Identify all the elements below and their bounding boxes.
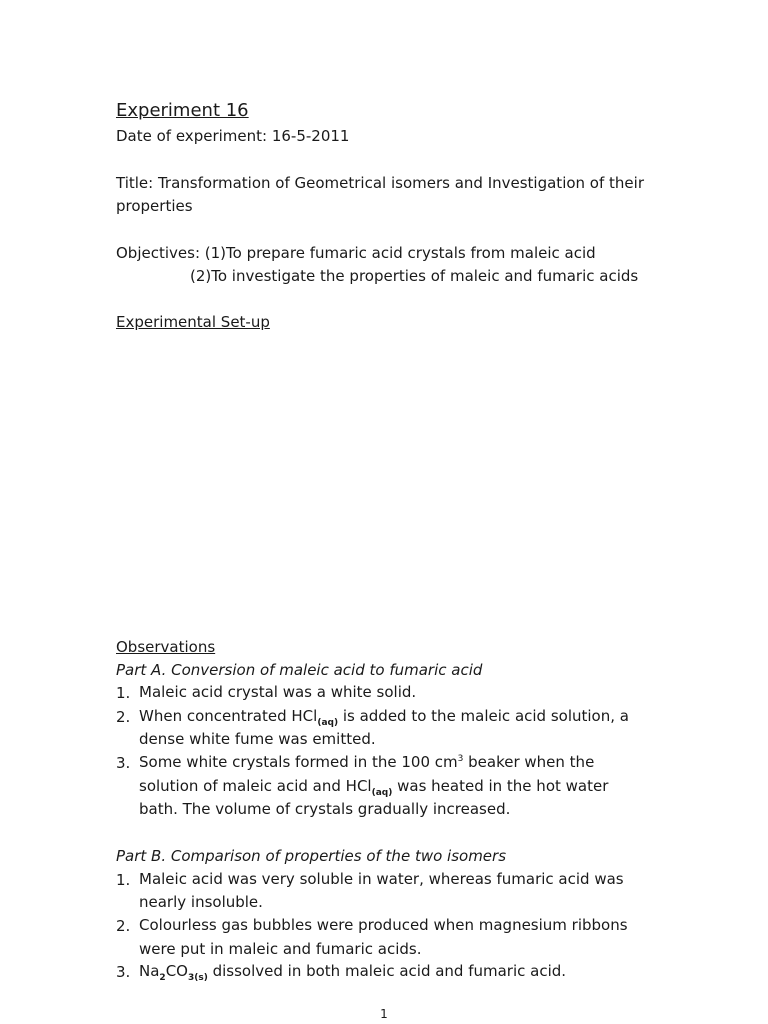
list-item-continuation: dense white fume was emitted. — [139, 730, 376, 748]
experiment-date: Date of experiment: 16-5-2011 — [116, 127, 350, 145]
list-item: When concentrated HCl$_{(aq)}$ is added to the maleic acid solution, a — [139, 707, 629, 728]
title-line-2: properties — [116, 197, 193, 215]
part-a-heading: Part A. Conversion of maleic acid to fumaric acid — [116, 661, 483, 679]
list-number: 2. — [116, 917, 131, 935]
title-line-1: Title: Transformation of Geometrical isomers and Investigation of their — [116, 174, 644, 192]
list-number: 3. — [116, 963, 131, 981]
part-b-heading: Part B. Comparison of properties of the two isomers — [116, 847, 507, 865]
list-item: Some white crystals formed in the 100 $cm^3$ beaker when the — [139, 753, 595, 771]
list-item: Maleic acid crystal was a white solid. — [139, 683, 417, 701]
setup-heading: Experimental Set-up — [116, 313, 270, 331]
list-number: 1. — [116, 871, 131, 889]
list-number: 1. — [116, 684, 131, 702]
list-number: 3. — [116, 754, 131, 772]
list-item: Colourless gas bubbles were produced when magnesium ribbons — [139, 916, 628, 934]
list-item: Maleic acid was very soluble in water, whereas fumaric acid was — [139, 870, 624, 888]
page-number: 1 — [380, 1007, 388, 1021]
observations-heading: Observations — [116, 638, 216, 656]
objective-1: Objectives: (1)To prepare fumaric acid crystals from maleic acid — [116, 244, 596, 262]
list-item-continuation: were put in maleic and fumaric acids. — [139, 940, 422, 958]
list-item-continuation: solution of maleic acid and HCl$_{(aq)}$ was heated in the hot water — [139, 777, 609, 798]
list-item-continuation: nearly insoluble. — [139, 893, 263, 911]
list-item-continuation: bath. The volume of crystals gradually increased. — [139, 800, 511, 818]
list-number: 2. — [116, 708, 131, 726]
objective-2: (2)To investigate the properties of maleic and fumaric acids — [190, 267, 639, 285]
experiment-heading: Experiment 16 — [116, 100, 249, 121]
list-item: $Na_2CO_{3(s)}$ dissolved in both maleic acid and fumaric acid. — [139, 962, 567, 983]
